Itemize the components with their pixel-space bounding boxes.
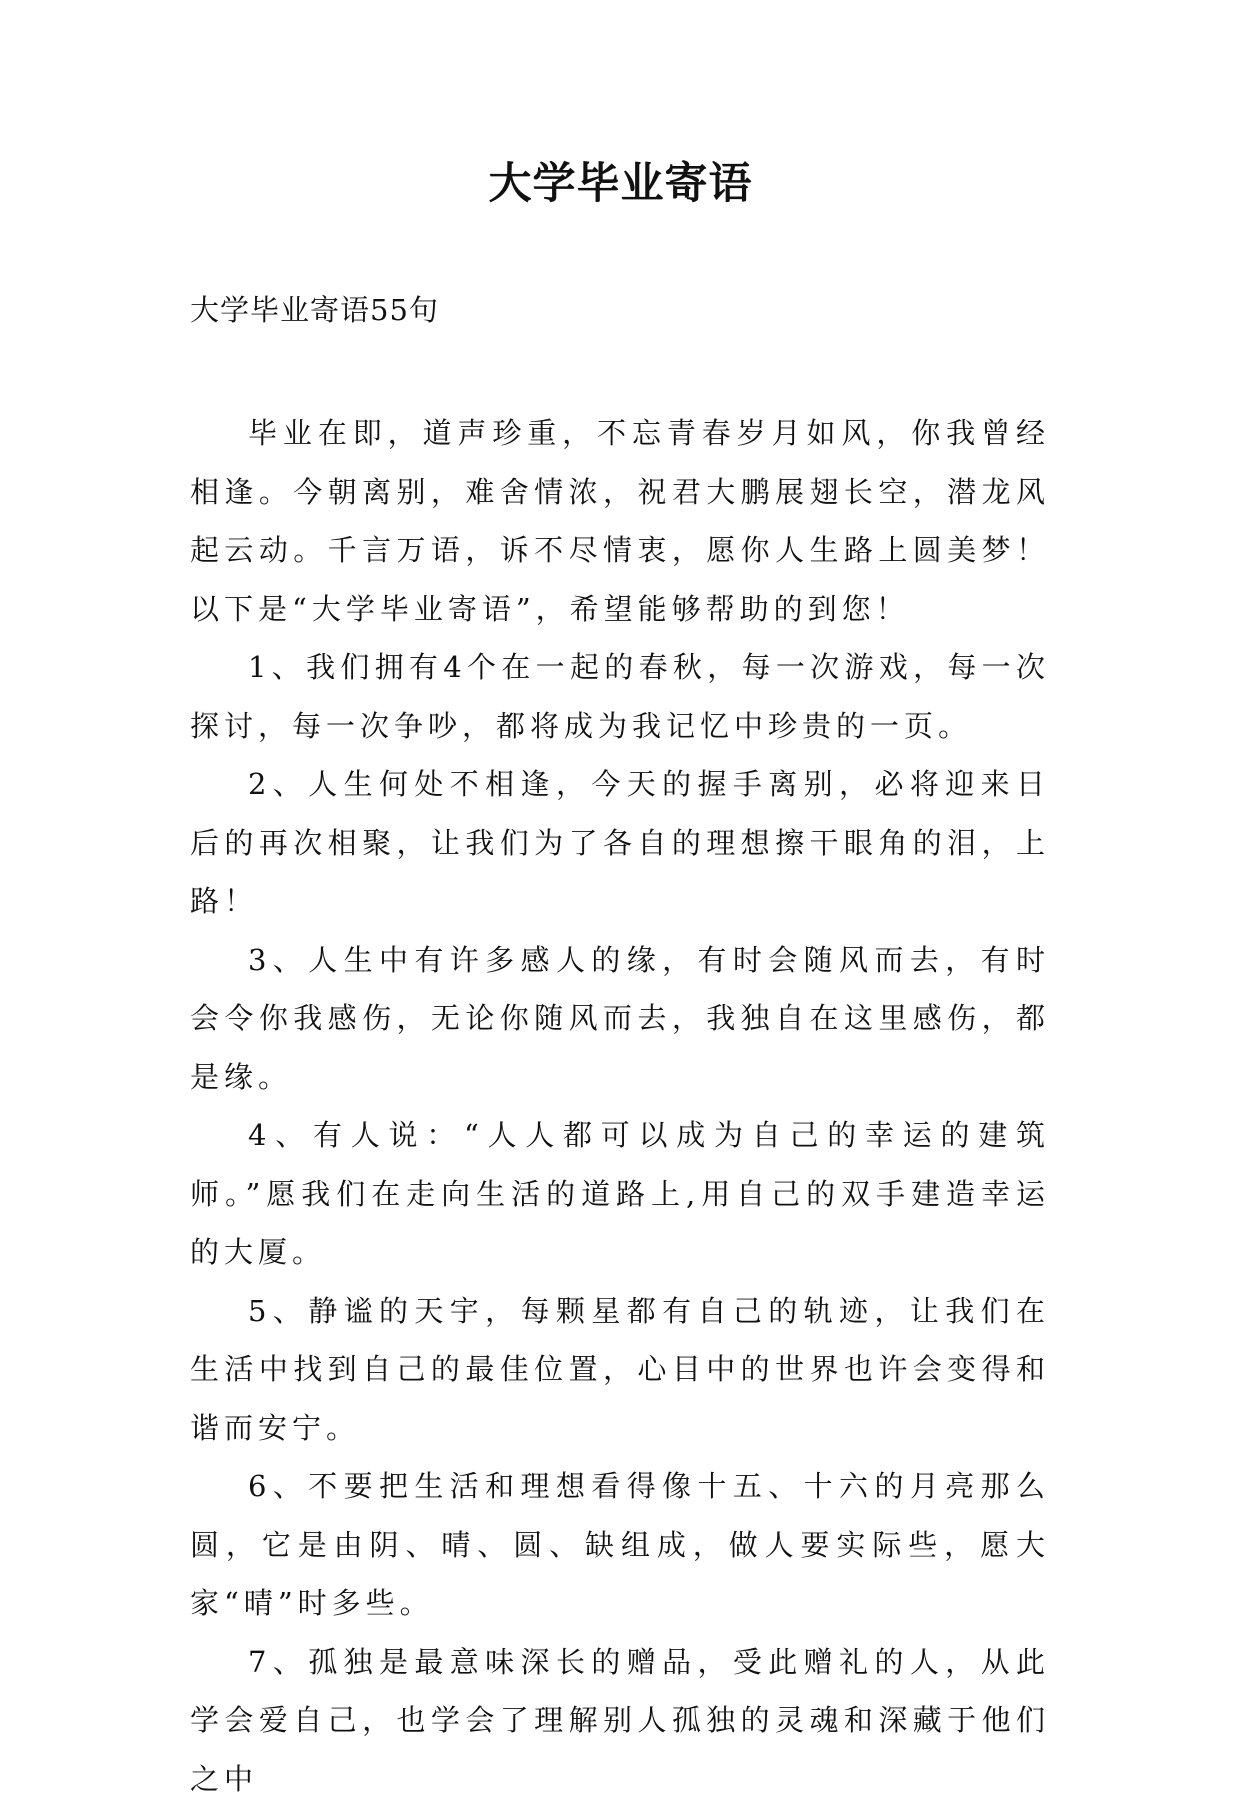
list-item-paragraph: 4、有人说：“人人都可以成为自己的幸运的建筑师。”愿我们在走向生活的道路上,用自己的双手建造幸运的大厦。 — [190, 1106, 1050, 1282]
intro-paragraph: 毕业在即，道声珍重，不忘青春岁月如风，你我曾经相逢。今朝离别，难舍情浓，祝君大鹏展翅长空，潜龙风起云动。千言万语，诉不尽情衷，愿你人生路上圆美梦！以下是“大学毕业寄语”，希望能够帮助的到您！ — [190, 404, 1050, 638]
list-item-paragraph: 5、静谧的天宇，每颗星都有自己的轨迹，让我们在生活中找到自己的最佳位置，心目中的世界也许会变得和谐而安宁。 — [190, 1282, 1050, 1458]
list-item-paragraph: 1、我们拥有4个在一起的春秋，每一次游戏，每一次探讨，每一次争吵，都将成为我记忆中珍贵的一页。 — [190, 638, 1050, 755]
document-subtitle: 大学毕业寄语55句 — [190, 288, 1050, 329]
document-body — [190, 404, 1050, 1808]
list-item-paragraph: 6、不要把生活和理想看得像十五、十六的月亮那么圆，它是由阴、晴、圆、缺组成，做人要实际些，愿大家“晴”时多些。 — [190, 1457, 1050, 1633]
list-item-paragraph: 3、人生中有许多感人的缘，有时会随风而去，有时会令你我感伤，无论你随风而去，我独自在这里感伤，都是缘。 — [190, 931, 1050, 1107]
list-item-paragraph: 2、人生何处不相逢，今天的握手离别，必将迎来日后的再次相聚，让我们为了各自的理想擦干眼角的泪，上路！ — [190, 755, 1050, 931]
list-item-paragraph: 7、孤独是最意味深长的赠品，受此赠礼的人，从此学会爱自己，也学会了理解别人孤独的灵魂和深藏于他们之中 — [190, 1633, 1050, 1808]
document-title: 大学毕业寄语 — [0, 150, 1241, 211]
